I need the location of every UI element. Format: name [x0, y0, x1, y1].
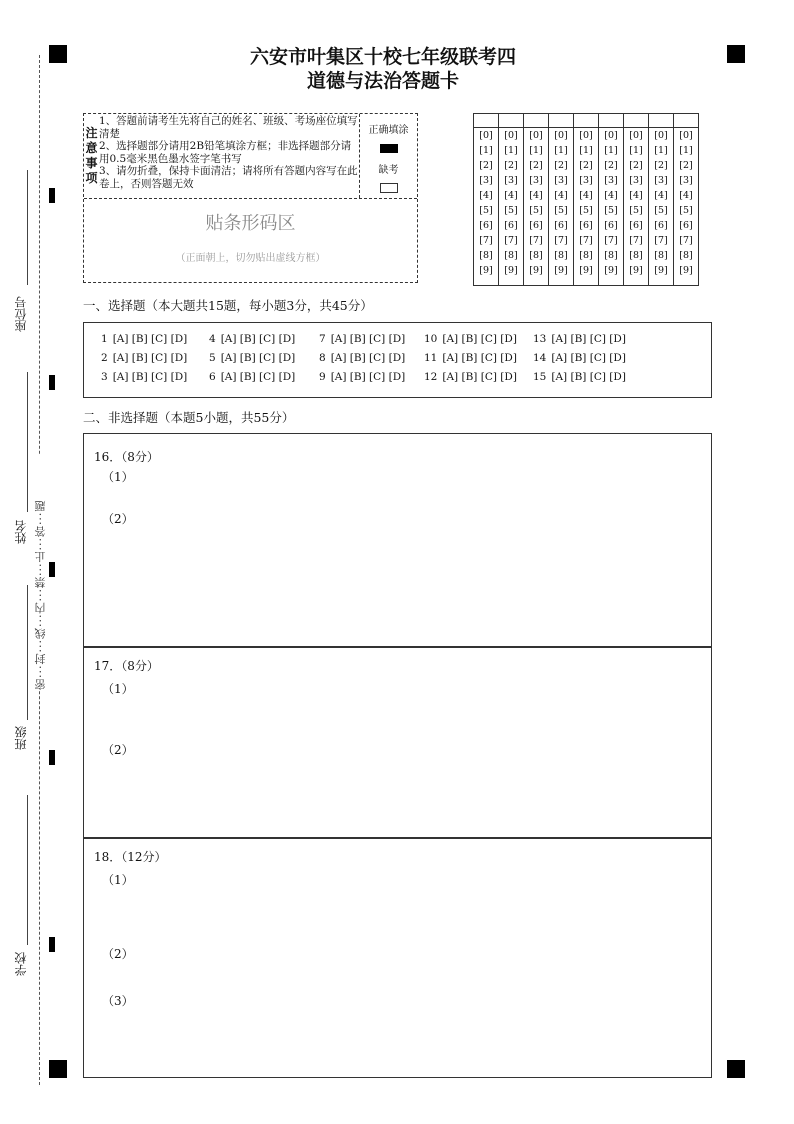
mcq-question-14[interactable]	[533, 352, 626, 364]
id-write-cell[interactable]	[649, 114, 674, 128]
mcq-number: 8	[319, 352, 326, 364]
sub-question-label: （2）	[102, 947, 134, 961]
id-digit-bubble[interactable]: [7]	[629, 235, 643, 246]
id-digit-bubble[interactable]: [9]	[529, 265, 543, 276]
notice-item: 3、请勿折叠，保持卡面清洁；请将所有答题内容写在此卷上，否则答题无效	[99, 165, 358, 190]
id-digit-bubble[interactable]: [7]	[554, 235, 568, 246]
id-digit-column	[674, 128, 699, 286]
id-digit-bubble[interactable]: [7]	[529, 235, 543, 246]
id-digit-bubble[interactable]: [5]	[504, 205, 518, 216]
id-digit-bubble[interactable]: [9]	[679, 265, 693, 276]
mcq-number: 6	[209, 371, 216, 383]
id-write-cell[interactable]	[624, 114, 649, 128]
id-digit-bubble[interactable]: [0]	[554, 130, 568, 141]
id-digit-bubble[interactable]: [1]	[604, 145, 618, 156]
question-title: 17．（8分）	[94, 659, 159, 673]
mcq-question-13[interactable]	[533, 333, 626, 345]
answer-box-17[interactable]	[83, 646, 712, 839]
id-digit-bubble[interactable]: [7]	[604, 235, 618, 246]
id-digit-bubble[interactable]: [0]	[479, 130, 493, 141]
id-digit-bubble[interactable]: [9]	[504, 265, 518, 276]
student-id-grid	[473, 113, 699, 286]
id-digit-bubble[interactable]: [5]	[554, 205, 568, 216]
id-write-row	[474, 114, 699, 128]
mcq-number: 13	[533, 333, 547, 345]
sub-question-label: （3）	[102, 994, 134, 1008]
id-digit-bubble[interactable]: [1]	[579, 145, 593, 156]
id-digit-column	[574, 128, 599, 286]
id-digit-bubble[interactable]: [9]	[554, 265, 568, 276]
id-digit-bubble[interactable]: [9]	[629, 265, 643, 276]
timing-mark	[49, 375, 55, 390]
absent-checkbox[interactable]	[380, 183, 398, 193]
id-digit-bubble[interactable]: [1]	[529, 145, 543, 156]
absent-label: 缺考	[378, 165, 399, 176]
id-digit-bubble[interactable]: [4]	[554, 190, 568, 201]
question-title: 16．（8分）	[94, 450, 159, 464]
mcq-number: 2	[101, 352, 108, 364]
timing-mark	[49, 188, 55, 203]
id-digit-bubble[interactable]: [3]	[654, 175, 668, 186]
id-digit-column	[549, 128, 574, 286]
id-digit-bubble[interactable]: [0]	[604, 130, 618, 141]
mcq-question-6[interactable]	[209, 371, 295, 383]
id-digit-bubble[interactable]: [1]	[679, 145, 693, 156]
id-digit-bubble[interactable]: [2]	[629, 160, 643, 171]
notice-item: 2、选择题部分请用2B铅笔填涂方框；非选择题部分请用0.5毫米黑色墨水签字笔书写	[99, 140, 352, 165]
barcode-hint: （正面朝上，切勿贴出虚线方框）	[175, 253, 326, 264]
multiple-choice-box	[83, 322, 712, 398]
notice-text	[99, 115, 361, 190]
mcq-question-3[interactable]	[101, 371, 187, 383]
mcq-options[interactable]: [A] [B] [C] [D]	[442, 333, 517, 345]
page-subtitle: 道德与法治答题卡	[306, 70, 459, 92]
id-digit-bubble[interactable]: [6]	[579, 220, 593, 231]
id-digit-bubble[interactable]: [0]	[629, 130, 643, 141]
id-digit-bubble[interactable]: [8]	[504, 250, 518, 261]
id-digit-bubble[interactable]: [3]	[479, 175, 493, 186]
notice-heading-char: 项	[85, 171, 98, 185]
id-digit-bubble[interactable]: [6]	[679, 220, 693, 231]
id-digit-bubble[interactable]: [1]	[629, 145, 643, 156]
id-digit-row	[474, 128, 699, 286]
id-digit-bubble[interactable]: [0]	[654, 130, 668, 141]
id-digit-bubble[interactable]: [9]	[579, 265, 593, 276]
id-digit-bubble[interactable]: [9]	[654, 265, 668, 276]
id-digit-bubble[interactable]: [9]	[604, 265, 618, 276]
mcq-question-15[interactable]	[533, 371, 626, 383]
question-title: 18．（12分）	[94, 850, 167, 864]
id-write-cell[interactable]	[499, 114, 524, 128]
id-digit-bubble[interactable]: [7]	[679, 235, 693, 246]
sub-question-label: （2）	[102, 512, 134, 526]
id-digit-bubble[interactable]: [7]	[504, 235, 518, 246]
answer-box-18[interactable]	[83, 837, 712, 1078]
id-digit-bubble[interactable]: [4]	[654, 190, 668, 201]
id-digit-bubble[interactable]: [6]	[604, 220, 618, 231]
id-digit-bubble[interactable]: [1]	[554, 145, 568, 156]
barcode-area	[84, 198, 417, 283]
mcq-number: 11	[424, 352, 438, 364]
mcq-options[interactable]: [A] [B] [C] [D]	[112, 333, 188, 345]
id-digit-bubble[interactable]: [3]	[679, 175, 693, 186]
school-label: 学校	[14, 952, 28, 976]
section1-title: 一、选择题（本大题共15题，每小题3分，共45分）	[83, 298, 373, 313]
id-digit-bubble[interactable]: [1]	[504, 145, 518, 156]
mcq-question-5[interactable]	[209, 352, 295, 364]
mcq-options[interactable]: [A] [B] [C] [D]	[220, 333, 296, 345]
notice-heading-char: 注	[85, 126, 98, 140]
id-digit-bubble[interactable]: [0]	[679, 130, 693, 141]
corner-mark-bottom-left	[49, 1060, 67, 1078]
id-digit-bubble[interactable]: [5]	[479, 205, 493, 216]
correct-fill-label: 正确填涂	[368, 125, 409, 136]
id-digit-bubble[interactable]: [6]	[504, 220, 518, 231]
id-digit-bubble[interactable]: [2]	[504, 160, 518, 171]
notice-item: 1、答题前请考生先将自己的姓名、班级、考场座位填写清楚	[99, 115, 358, 140]
id-digit-bubble[interactable]: [2]	[604, 160, 618, 171]
id-digit-column	[649, 128, 674, 286]
sub-question-label: （1）	[102, 873, 134, 887]
corner-mark-top-right	[727, 45, 745, 63]
id-write-cell[interactable]	[524, 114, 549, 128]
id-digit-bubble[interactable]: [6]	[529, 220, 543, 231]
seat-label: 座位号	[14, 296, 28, 332]
mcq-number: 1	[101, 333, 108, 345]
id-digit-bubble[interactable]: [9]	[479, 265, 493, 276]
id-write-cell[interactable]	[599, 114, 624, 128]
timing-mark	[49, 562, 55, 577]
id-write-cell[interactable]	[674, 114, 699, 128]
id-digit-bubble[interactable]: [2]	[579, 160, 593, 171]
id-digit-bubble[interactable]: [4]	[579, 190, 593, 201]
name-write-line[interactable]	[27, 372, 28, 512]
mcq-question-7[interactable]	[319, 333, 405, 345]
id-digit-bubble[interactable]: [5]	[529, 205, 543, 216]
id-digit-bubble[interactable]: [5]	[579, 205, 593, 216]
id-digit-bubble[interactable]: [5]	[654, 205, 668, 216]
id-digit-bubble[interactable]: [3]	[629, 175, 643, 186]
mcq-number: 7	[319, 333, 326, 345]
id-digit-bubble[interactable]: [5]	[629, 205, 643, 216]
mcq-number: 3	[101, 371, 108, 383]
id-digit-bubble[interactable]: [8]	[529, 250, 543, 261]
answer-box-16[interactable]	[83, 433, 712, 648]
id-digit-bubble[interactable]: [6]	[554, 220, 568, 231]
id-digit-bubble[interactable]: [3]	[504, 175, 518, 186]
timing-mark	[49, 937, 55, 952]
mcq-options[interactable]: [A] [B] [C] [D]	[112, 371, 188, 383]
notice-heading-char: 意	[85, 141, 98, 155]
school-write-line[interactable]	[27, 795, 28, 945]
id-digit-bubble[interactable]: [0]	[579, 130, 593, 141]
id-digit-bubble[interactable]: [2]	[479, 160, 493, 171]
class-write-line[interactable]	[27, 585, 28, 720]
id-digit-column	[474, 128, 499, 286]
id-digit-bubble[interactable]: [0]	[504, 130, 518, 141]
mcq-options[interactable]: [A] [B] [C] [D]	[442, 371, 517, 383]
mcq-question-1[interactable]	[101, 333, 187, 345]
id-digit-column	[499, 128, 524, 286]
id-digit-bubble[interactable]: [1]	[479, 145, 493, 156]
notice-box	[83, 113, 418, 283]
id-digit-bubble[interactable]: [8]	[479, 250, 493, 261]
name-label: 姓名	[14, 520, 28, 544]
sub-question-label: （1）	[102, 470, 134, 484]
id-digit-bubble[interactable]: [1]	[654, 145, 668, 156]
id-digit-bubble[interactable]: [8]	[554, 250, 568, 261]
mcq-options[interactable]: [A] [B] [C] [D]	[330, 333, 406, 345]
mcq-options[interactable]: [A] [B] [C] [D]	[112, 352, 188, 364]
id-digit-bubble[interactable]: [8]	[604, 250, 618, 261]
mcq-number: 4	[209, 333, 216, 345]
fill-example	[359, 114, 417, 198]
seal-warning-text: 密···封···线···内···禁···止···答···题	[33, 455, 49, 690]
mcq-number: 15	[533, 371, 547, 383]
mcq-number: 10	[424, 333, 438, 345]
id-digit-bubble[interactable]: [6]	[629, 220, 643, 231]
page-header	[83, 45, 683, 93]
mcq-question-8[interactable]	[319, 352, 405, 364]
id-digit-bubble[interactable]: [2]	[654, 160, 668, 171]
id-digit-bubble[interactable]: [3]	[529, 175, 543, 186]
mcq-options[interactable]: [A] [B] [C] [D]	[551, 333, 626, 345]
id-digit-bubble[interactable]: [3]	[604, 175, 618, 186]
barcode-title: 贴条形码区	[205, 213, 296, 234]
mcq-question-9[interactable]	[319, 371, 405, 383]
mcq-options[interactable]: [A] [B] [C] [D]	[551, 352, 626, 364]
id-digit-bubble[interactable]: [5]	[604, 205, 618, 216]
page-title: 六安市叶集区十校七年级联考四	[249, 46, 516, 68]
id-digit-bubble[interactable]: [4]	[604, 190, 618, 201]
sub-question-label: （2）	[102, 743, 134, 757]
mcq-question-10[interactable]	[424, 333, 517, 345]
id-digit-bubble[interactable]: [5]	[679, 205, 693, 216]
mcq-question-2[interactable]	[101, 352, 187, 364]
id-digit-bubble[interactable]: [7]	[654, 235, 668, 246]
mcq-options[interactable]: [A] [B] [C] [D]	[330, 371, 406, 383]
mcq-options[interactable]: [A] [B] [C] [D]	[220, 352, 296, 364]
mcq-number: 9	[319, 371, 326, 383]
mcq-options[interactable]: [A] [B] [C] [D]	[551, 371, 626, 383]
id-digit-bubble[interactable]: [3]	[579, 175, 593, 186]
sub-question-label: （1）	[102, 682, 134, 696]
id-digit-bubble[interactable]: [8]	[679, 250, 693, 261]
id-digit-bubble[interactable]: [7]	[579, 235, 593, 246]
seat-write-line[interactable]	[27, 170, 28, 285]
id-digit-bubble[interactable]: [6]	[654, 220, 668, 231]
id-write-cell[interactable]	[474, 114, 499, 128]
id-digit-bubble[interactable]: [4]	[479, 190, 493, 201]
id-digit-bubble[interactable]: [3]	[554, 175, 568, 186]
mcq-question-4[interactable]	[209, 333, 295, 345]
mcq-options[interactable]: [A] [B] [C] [D]	[220, 371, 296, 383]
id-digit-bubble[interactable]: [2]	[529, 160, 543, 171]
mcq-options[interactable]: [A] [B] [C] [D]	[330, 352, 406, 364]
id-digit-column	[599, 128, 624, 286]
id-digit-bubble[interactable]: [8]	[579, 250, 593, 261]
id-digit-bubble[interactable]: [4]	[529, 190, 543, 201]
id-digit-column	[524, 128, 549, 286]
id-digit-bubble[interactable]: [7]	[479, 235, 493, 246]
corner-mark-top-left	[49, 45, 67, 63]
mcq-number: 14	[533, 352, 547, 364]
id-digit-bubble[interactable]: [6]	[479, 220, 493, 231]
id-digit-bubble[interactable]: [2]	[679, 160, 693, 171]
notice-heading-char: 事	[85, 156, 98, 170]
section2-title: 二、非选择题（本题5小题，共55分）	[83, 410, 295, 425]
id-digit-bubble[interactable]: [8]	[654, 250, 668, 261]
mcq-question-12[interactable]	[424, 371, 517, 383]
mcq-options[interactable]: [A] [B] [C] [D]	[442, 352, 517, 364]
id-digit-bubble[interactable]: [2]	[554, 160, 568, 171]
id-digit-bubble[interactable]: [8]	[629, 250, 643, 261]
corner-mark-bottom-right	[727, 1060, 745, 1078]
id-digit-bubble[interactable]: [4]	[504, 190, 518, 201]
id-digit-bubble[interactable]: [4]	[679, 190, 693, 201]
notice-heading	[84, 114, 99, 198]
id-write-cell[interactable]	[549, 114, 574, 128]
class-label: 班级	[14, 726, 28, 750]
correct-fill-sample	[380, 144, 398, 153]
id-write-cell[interactable]	[574, 114, 599, 128]
id-digit-column	[624, 128, 649, 286]
mcq-number: 12	[424, 371, 438, 383]
id-digit-bubble[interactable]: [4]	[629, 190, 643, 201]
mcq-number: 5	[209, 352, 216, 364]
mcq-question-11[interactable]	[424, 352, 517, 364]
timing-mark	[49, 750, 55, 765]
id-digit-bubble[interactable]: [0]	[529, 130, 543, 141]
